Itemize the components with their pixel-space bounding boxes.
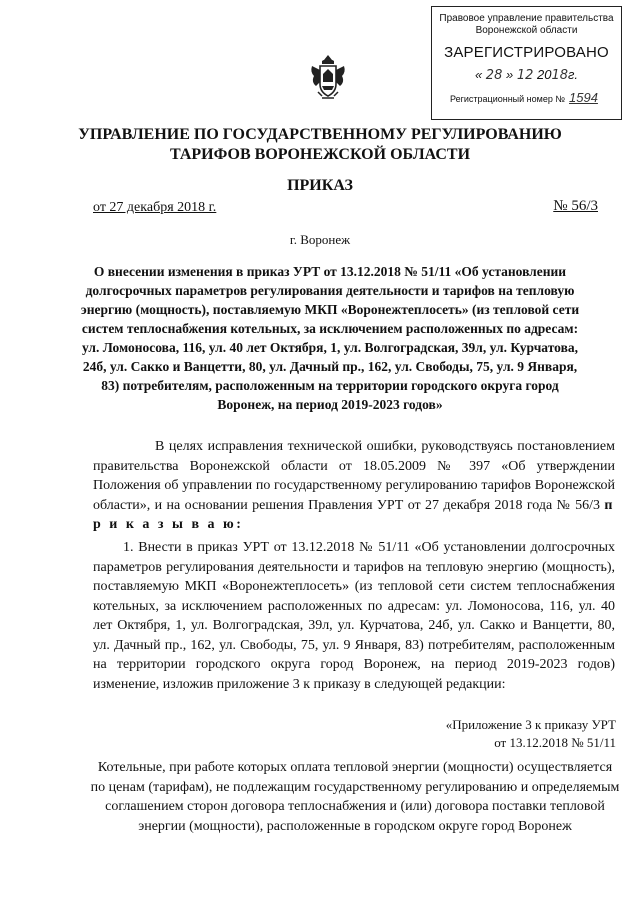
- appendix-reference: [446, 716, 616, 752]
- appendix-reference-line2: от 13.12.2018 № 51/11: [494, 735, 616, 750]
- boilers-section-title: Котельные, при работе которых оплата тепловой энергии (мощности) осуществляется по ценам (тарифам), не подлежащим государственному регулированию и определяемым соглашением сторон договора теплоснабжения и (или) договора поставки тепловой энергии (мощности), расположенные в городском округе город Воронеж: [90, 760, 620, 834]
- stamp-date-year-suffix: г.: [568, 67, 579, 82]
- coat-of-arms-icon: [308, 52, 348, 102]
- stamp-date-open-quote: «: [474, 67, 483, 82]
- registration-stamp: [431, 6, 622, 120]
- stamp-reg-number: 1594: [569, 90, 598, 105]
- stamp-authority-line2: Воронежской области: [475, 25, 578, 36]
- stamp-reg-number-line: [432, 90, 621, 105]
- stamp-date-day: 28: [485, 68, 503, 83]
- stamp-date-year-prefix: 20: [537, 67, 552, 82]
- preamble-paragraph: [93, 437, 615, 535]
- document-city: г. Воронеж: [289, 232, 351, 247]
- clause-1-paragraph: 1. Внести в приказ УРТ от 13.12.2018 № 51/11 «Об установлении долгосрочных параметров регулирования деятельности и тарифов на тепловую энергию (мощность), поставляемую МКП «Воронежтеплосеть» (из тепловой сети систем теплоснабжения котельных, за исключением расположенных по адресам: ул. Ломоносова, 116, ул. 40 лет Октября, 1, ул. Волгоградская, 39л, ул. Курчатова, 24б, ул. Сакко и Ванцетти, 80, ул. Дачный пр., 162, ул. Свободы, 75, ул. 9 Января, 83) потребителям, расположенным на территории городского округа город Воронеж, на период 2019-2023 годов) изменение, изложив приложение 3 к приказу в следующей редакции:: [93, 540, 615, 692]
- stamp-reg-number-label: Регистрационный номер №: [450, 94, 566, 104]
- document-date: от 27 декабря 2018 г.: [93, 200, 217, 215]
- document-subject: О внесении изменения в приказ УРТ от 13.12.2018 № 51/11 «Об установлении долгосрочных параметров регулирования деятельности и тарифов на тепловую энергию (мощность), поставляемую МКП «Воронежтеплосеть» (из тепловой сети систем теплоснабжения котельных, за исключением расположенных по адресам: ул. Ломоносова, 116, ул. 40 лет Октября, 1, ул. Волгоградская, 39л, ул. Курчатова, 24б, ул. Сакко и Ванцетти, 80, ул. Дачный пр., 162, ул. Свободы, 75, ул. 9 Января, 83) потребителям, расположенным на территории городского округа город Воронеж, на период 2019-2023 годов»: [80, 264, 580, 412]
- preamble-text: В целях исправления технической ошибки, руководствуясь постановлением правительства Воронежской области от 18.05.2009 № 397 «Об утверждении Положения об управлении по государственному регулированию тарифов Воронежской области», и на основании решения Правления УРТ от 27 декабря 2018 года № 56/3: [93, 439, 615, 513]
- order-word: п р и к а з ы в а ю:: [93, 497, 615, 532]
- stamp-date-close-quote: »: [505, 67, 514, 82]
- organization-name-line2: ТАРИФОВ ВОРОНЕЖСКОЙ ОБЛАСТИ: [169, 146, 471, 163]
- stamp-date-year: 18: [551, 68, 569, 83]
- stamp-date-month: 12: [516, 68, 534, 83]
- document-type: ПРИКАЗ: [287, 177, 353, 194]
- appendix-reference-line1: «Приложение 3 к приказу УРТ: [445, 717, 616, 732]
- document-number: № 56/3: [553, 198, 598, 214]
- stamp-date: [432, 67, 621, 83]
- stamp-registered-label: ЗАРЕГИСТРИРОВАНО: [444, 44, 609, 61]
- organization-name: [40, 125, 600, 165]
- stamp-authority-line1: Правовое управление правительства: [439, 13, 614, 24]
- organization-name-line1: УПРАВЛЕНИЕ ПО ГОСУДАРСТВЕННОМУ РЕГУЛИРОВАНИЮ: [78, 126, 562, 143]
